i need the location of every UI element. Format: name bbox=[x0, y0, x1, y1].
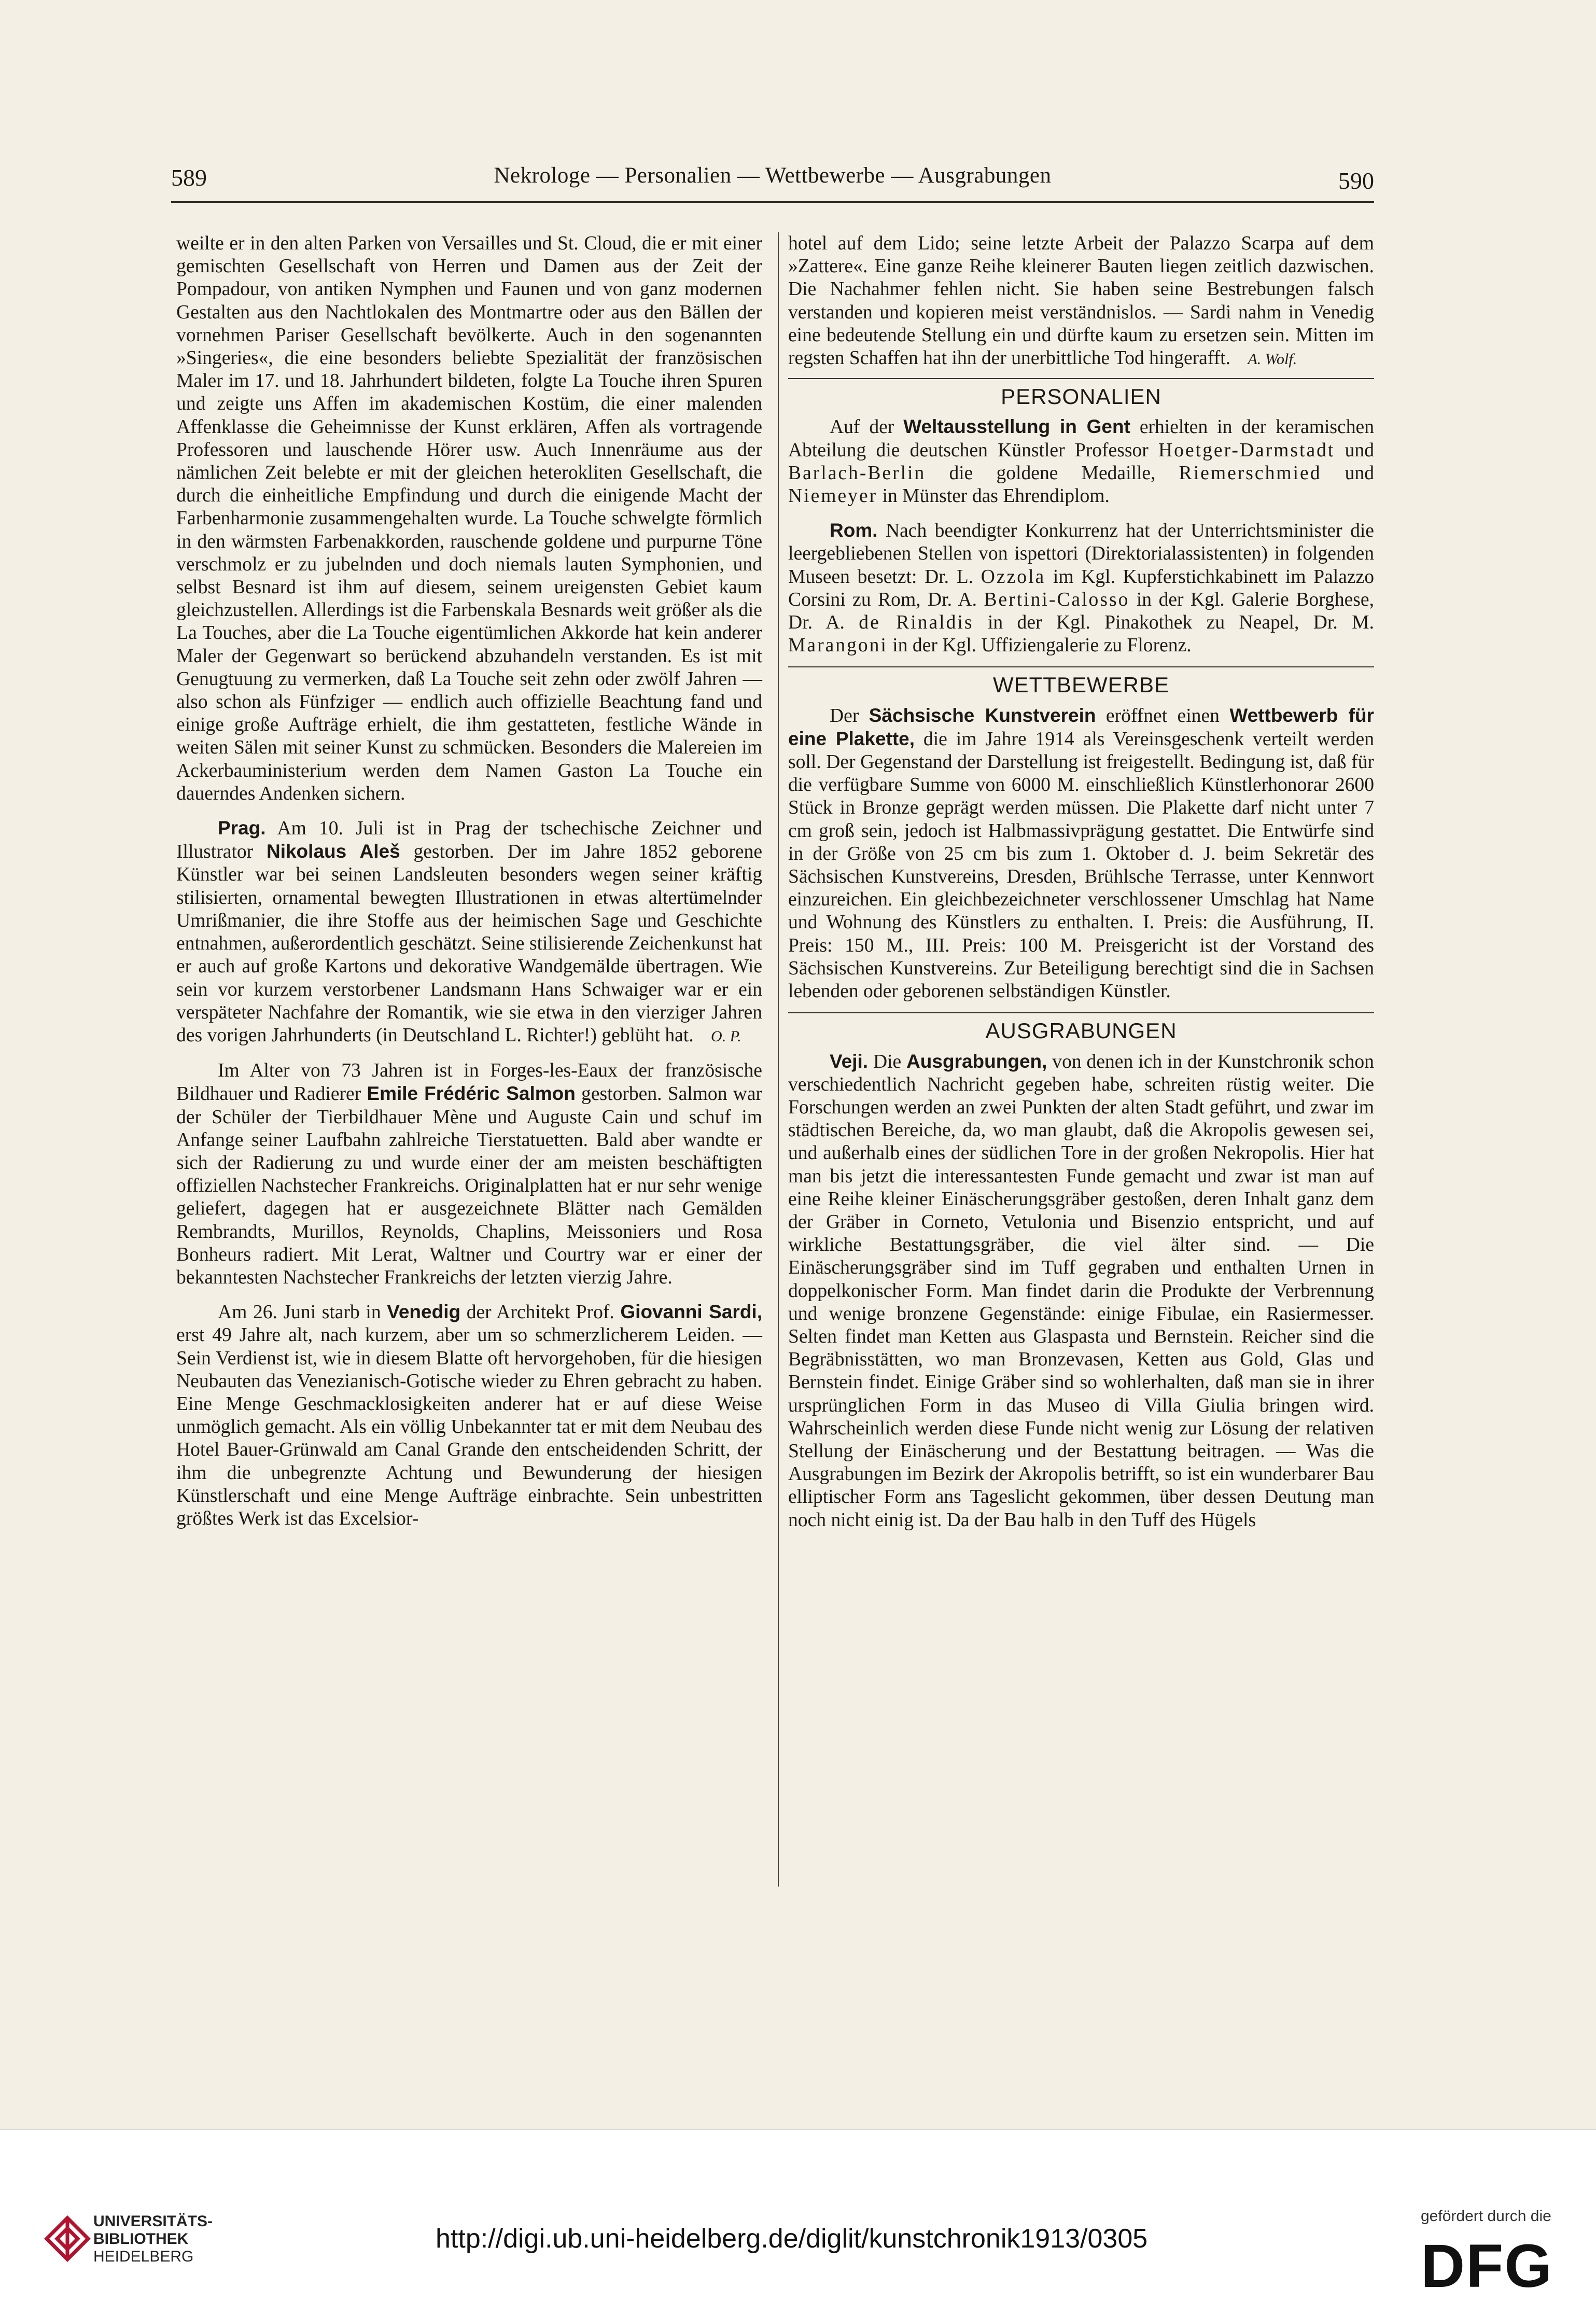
institution-line-2: BIBLIOTHEK bbox=[93, 2230, 189, 2248]
wett-text-a: Der bbox=[830, 705, 859, 727]
institution-name bbox=[93, 2213, 213, 2266]
gent-text-f: in Münster das Ehrendiplom. bbox=[882, 485, 1110, 507]
gent-text-c: und bbox=[1345, 439, 1374, 461]
wettbewerbe-heading: WETTBEWERBE bbox=[788, 666, 1374, 696]
artist-riemerschmied: Riemerschmied bbox=[1179, 462, 1322, 484]
wett-text-c: die im Jahre 1914 als Vereinsgeschenk verteilt werden soll. Der Gegenstand der Darstellung ist freigestellt. Bedingung ist, daß für die verfügbare Summe von 6000 M. einschließlich Künstlerhonorar 2600 Stück in Bronze geprägt werden müssen. Die Plakette darf nicht unter 7 cm groß sein, jedoch ist Halbmassivprägung gestattet. Die Entwürfe sind in der Größe von 25 cm bis zum 1. Oktober d. J. beim Sekretär des Sächsischen Kunstvereins, Dresden, Brühlsche Terrasse, unter Kennwort einzureichen. Ein gleichbezeichneter verschlossener Umschlag hat Name und Wohnung des Künstlers zu enthalten. I. Preis: die Ausführung, II. Preis: 150 M., III. Preis: 100 M. Preisgericht ist der Vorstand des Sächsischen Kunstvereins. Zur Beteiligung berechtigt sind die in Sachsen lebenden oder geborenen selbständigen Künstler. bbox=[788, 728, 1374, 1002]
veji-text-a: Die bbox=[873, 1051, 902, 1072]
sardi-text-c: erst 49 Jahre alt, nach kurzem, aber um so schmerzlicherem Leiden. — Sein Verdienst ist, wie in diesem Blatte oft hervorgehoben, für die hiesigen Neubauten das Venezianisch-Gotische wieder zu Ehren gebracht zu haben. Eine Menge Geschmacklosigkeiten anderer hat er auf diese Weise unmöglich gemacht. Als ein völlig Unbekannter tat er mit dem Neubau des Hotel Bauer-Grünwald am Canal Grande den entscheidenden Schritt, der ihm die unbegrenzte Achtung und Bewunderung der hiesigen Künstlerschaft und eine Menge Aufträge einbrachte. Sein unbestritten größtes Werk ist das Excelsior- bbox=[176, 1324, 762, 1529]
veji-text-b: von denen ich in der Kunstchronik schon verschiedentlich Nachricht gegeben habe, schreiten rüstig weiter. Die Forschungen werden an zwei Punkten der alten Stadt geführt, und zwar im städtischen Bereiche, da, wo man glaubt, daß die Akropolis gewesen sei, und außerhalb eines der südlichen Tore in der großen Nekropolis. Hier hat man bis jetzt die interessantesten Funde gemacht und zwar ist man auf eine Reihe kleiner Einäscherungsgräber gestoßen, deren Inhalt ganz dem der Gräber in Corneto, Vetulonia und Bisenzio entspricht, und auf wirkliche Bestattungsgräber, die viel älter sind. — Die Einäscherungsgräber sind im Tuff gegraben und enthalten Urnen in doppelkonischer Form. Man findet darin die Produkte der Verbrennung und wenige bronzene Gegenstände: einige Fibulae, ein Rasiermesser. Selten findet man Ketten aus Glaspasta und Bernstein. Reicher sind die Begräbnisstätten, wo man Bronzevasen, Ketten aus Gold, Glas und Bernstein findet. Einige Gräber sind so wohlerhalten, daß man sie in ihrer ursprünglichen Form in das Museo di Villa Giulia bringen wird. Wahrscheinlich werden diese Funde nicht wenig zur Lösung der relativen Stellung der Einäscherung und der Bestattung beitragen. — Was die Ausgrabungen im Bezirk der Akropolis betrifft, so ist ein wunderbarer Bau elliptischer Form ans Tageslicht gekommen, über dessen Deutung man noch nicht einig ist. Da der Bau halb in den Tuff des Hügels bbox=[788, 1051, 1374, 1531]
wett-kunstverein: Sächsische Kunstverein bbox=[869, 704, 1096, 726]
prag-text-a: Am 10. Juli ist in Prag der tschechische Zeichner und Illustrator bbox=[176, 818, 762, 863]
wettbewerb-paragraph bbox=[788, 704, 1374, 1003]
rom-text-b: im Kgl. Kupferstichkabinett im Palazzo Corsini zu Rom, Dr. A. bbox=[788, 566, 1374, 610]
sardi-text-b: der Architekt Prof. bbox=[466, 1302, 614, 1323]
salmon-text-b: gestorben. Salmon war der Schüler der Tierbildhauer Mène und Auguste Cain und schuf im Anfange seiner Laufbahn zahlreiche Tierstatuetten. Bald aber wandte er sich der Radierung zu und wurde einer der am meisten beschäftigten offiziellen Nachstecher Frankreichs. Originalplatten hat er nur sehr wenige geliefert, dagegen hat er ausgezeichnete Blätter nach Gemälden Rembrandts, Murillos, Reynolds, Chaplins, Meissoniers und Rosa Bonheurs radiert. Mit Lerat, Waltner und Courtry war er einer der bekanntesten Nachstecher Frankreichs der letzten vierzig Jahre. bbox=[176, 1083, 762, 1288]
funded-by-label: gefördert durch die bbox=[1421, 2208, 1551, 2225]
name-ozzola: Ozzola bbox=[981, 566, 1046, 588]
column-divider bbox=[778, 232, 779, 1887]
artist-hoetger: Hoetger-Darmstadt bbox=[1158, 439, 1335, 461]
page-header bbox=[171, 160, 1374, 201]
gent-exhibition: Weltausstellung in Gent bbox=[903, 416, 1130, 438]
page-number-right: 590 bbox=[1338, 168, 1374, 194]
left-column bbox=[176, 232, 762, 1530]
ausgrabungen-heading: AUSGRABUNGEN bbox=[788, 1012, 1374, 1042]
salmon-text-a: Im Alter von 73 Jahren ist in Forges-les-Eaux der französische Bildhauer und Radierer bbox=[176, 1060, 762, 1105]
gent-text-a: Auf der bbox=[830, 416, 894, 438]
permalink-url[interactable]: http://digi.ub.uni-heidelberg.de/diglit/kunstchronik1913/0305 bbox=[436, 2224, 1148, 2254]
rom-text-e: in der Kgl. Uffiziengalerie zu Florenz. bbox=[892, 635, 1192, 657]
rom-text-d: in der Kgl. Pinakothek zu Neapel, Dr. M. bbox=[987, 612, 1374, 634]
gent-text-e: und bbox=[1345, 462, 1375, 484]
gent-paragraph bbox=[788, 415, 1374, 508]
sardi-text-a: Am 26. Juni starb in bbox=[218, 1302, 381, 1323]
sardi-cont-text: hotel auf dem Lido; seine letzte Arbeit der Palazzo Scarpa auf dem »Zattere«. Eine ganze Reihe kleinerer Bauten liegen zeitlich dazwischen. Die Nachahmer fehlen nicht. Sie haben seine Bestrebungen falsch verstanden und kopieren meist verständnislos. — Sardi nahm in Venedig eine bedeutende Stellung ein und dürfte kaum zu ersetzen sein. Mitten im regsten Schaffen hat ihn der unerbittliche Tod hingerafft. bbox=[788, 233, 1374, 369]
sardi-name: Giovanni Sardi, bbox=[620, 1301, 762, 1323]
ub-heidelberg-logo-icon bbox=[36, 2208, 99, 2270]
prag-paragraph bbox=[176, 817, 762, 1048]
name-de-rinaldis: de Rinaldis bbox=[859, 612, 974, 634]
gent-text-b: erhielten in der keramischen Abteilung die deutschen Künstler Professor bbox=[788, 416, 1374, 461]
institution-line-1: UNIVERSITÄTS- bbox=[93, 2213, 213, 2230]
veji-label: Veji. bbox=[830, 1050, 869, 1072]
salmon-paragraph bbox=[176, 1059, 762, 1289]
rom-text-a: Nach beendigter Konkurrenz hat der Unterrichtsminister die leergebliebenen Stellen von ispettori (Direktorialassistenten) in folgenden Museen besetzt: Dr. L. bbox=[788, 520, 1374, 588]
rom-label: Rom. bbox=[830, 520, 878, 541]
veji-paragraph bbox=[788, 1050, 1374, 1532]
sardi-place: Venedig bbox=[387, 1301, 461, 1323]
salmon-name: Emile Frédéric Salmon bbox=[367, 1083, 576, 1105]
wett-text-b: eröffnet einen bbox=[1105, 705, 1220, 727]
veji-ausgrabungen: Ausgrabungen, bbox=[906, 1050, 1047, 1072]
right-column bbox=[788, 232, 1374, 1532]
running-head: Nekrologe — Personalien — Wettbewerbe — Ausgrabungen bbox=[494, 163, 1052, 188]
digitization-footer bbox=[0, 2129, 1596, 2303]
gent-text-d: die goldene Medaille, bbox=[949, 462, 1156, 484]
institution-line-3: HEIDELBERG bbox=[93, 2248, 194, 2265]
prag-text-b: gestorben. Der im Jahre 1852 geborene Künstler war bei seinen Landsleuten besonders wegen seiner kräftig stilisierten, ornamental bewegten Illustrationen in etwas altertümelnder Umrißmanier, die ihre Stoffe aus der heimischen Sage und Geschichte entnahmen, außerordentlich geschätzt. Seine stilisierende Zeichenkunst hat er auch auf große Kartons und dekorative Wandgemälde übertragen. Wie sein vor kurzem verstorbener Landsmann Hans Schwaiger war er ein verspäteter Nachfahre der Romantik, wie sie etwa in den vierziger Jahren des vorigen Jahrhunderts (in Deutschland L. Richter!) geblüht hat. bbox=[176, 841, 763, 1046]
artist-niemeyer: Niemeyer bbox=[788, 485, 878, 507]
name-marangoni: Marangoni bbox=[788, 635, 888, 657]
header-rule bbox=[171, 201, 1374, 203]
name-bertini-calosso: Bertini-Calosso bbox=[984, 589, 1130, 610]
wett-plakette: Wettbewerb für eine Plakette, bbox=[788, 704, 1374, 749]
sardi-continuation bbox=[788, 232, 1374, 371]
personalien-heading: PERSONALIEN bbox=[788, 378, 1374, 408]
la-touche-paragraph: weilte er in den alten Parken von Versailles und St. Cloud, die er mit einer gemischten Gesellschaft von Herren und Damen aus der Zeit der Pompadour, von antiken Nymphen und Faunen und von ganz modernen Gestalten aus den Nachtlokalen des Montmartre oder aus den Bällen der vornehmen Pariser Gesellschaft bevölkerte. Auch in den sogenannten »Singeries«, die eine besonders beliebte Spezialität der französischen Maler im 17. und 18. Jahrhundert bildeten, folgte La Touche ihren Spuren und zeigte uns Affen im akademischen Kostüm, die einer malenden Affenklasse die Geheimnisse der Kunst erklären, Affen als vortragende Professoren und lauschende Hörer usw. Auch Innenräume aus der nämlichen Zeit belebte er mit der gleichen heterokliten Gesellschaft, die durch die einheitliche Empfindung und durch die einigende Macht der Farbenharmonie zusammengehalten wurde. La Touche schwelgte förmlich in den wärmsten Farbenakkorden, rauschende goldene und purpurne Töne verschmolz er zu jubelnden und doch niemals lauten Symphonien, und selbst Besnard ist ihm auf diesem, seinem ureigensten Gebiet kaum gleichzustellen. Allerdings ist die Farbenskala Besnards weit größer als die La Touches, aber die La Touche eigentümlichen Akkorde hat kein anderer Maler der Gegenwart so berückend abzuhandeln verstanden. Es ist mit Genugtuung zu vermerken, daß La Touche seit zehn oder zwölf Jahren — also schon als Fünfziger — endlich auch offizielle Beachtung fand und einige große Aufträge erhielt, die ihm gestatteten, festliche Wände in weiten Sälen mit seiner Kunst zu schmücken. Besonders die Malereien im Ackerbauministerium werden dem Namen Gaston La Touche ein dauerndes Andenken sichern. bbox=[176, 233, 762, 804]
prag-label: Prag. bbox=[218, 817, 266, 839]
artist-barlach: Barlach-Berlin bbox=[788, 462, 926, 484]
prag-name: Nikolaus Aleš bbox=[266, 841, 400, 862]
prag-signature: O. P. bbox=[711, 1027, 741, 1045]
dfg-logo: DFG bbox=[1421, 2232, 1553, 2300]
page-number-left: 589 bbox=[171, 164, 207, 191]
sardi-paragraph bbox=[176, 1301, 762, 1530]
rom-paragraph bbox=[788, 519, 1374, 657]
rom-text-c: in der Kgl. Galerie Borghese, Dr. A. bbox=[788, 589, 1374, 634]
sardi-signature: A. Wolf. bbox=[1248, 351, 1297, 368]
